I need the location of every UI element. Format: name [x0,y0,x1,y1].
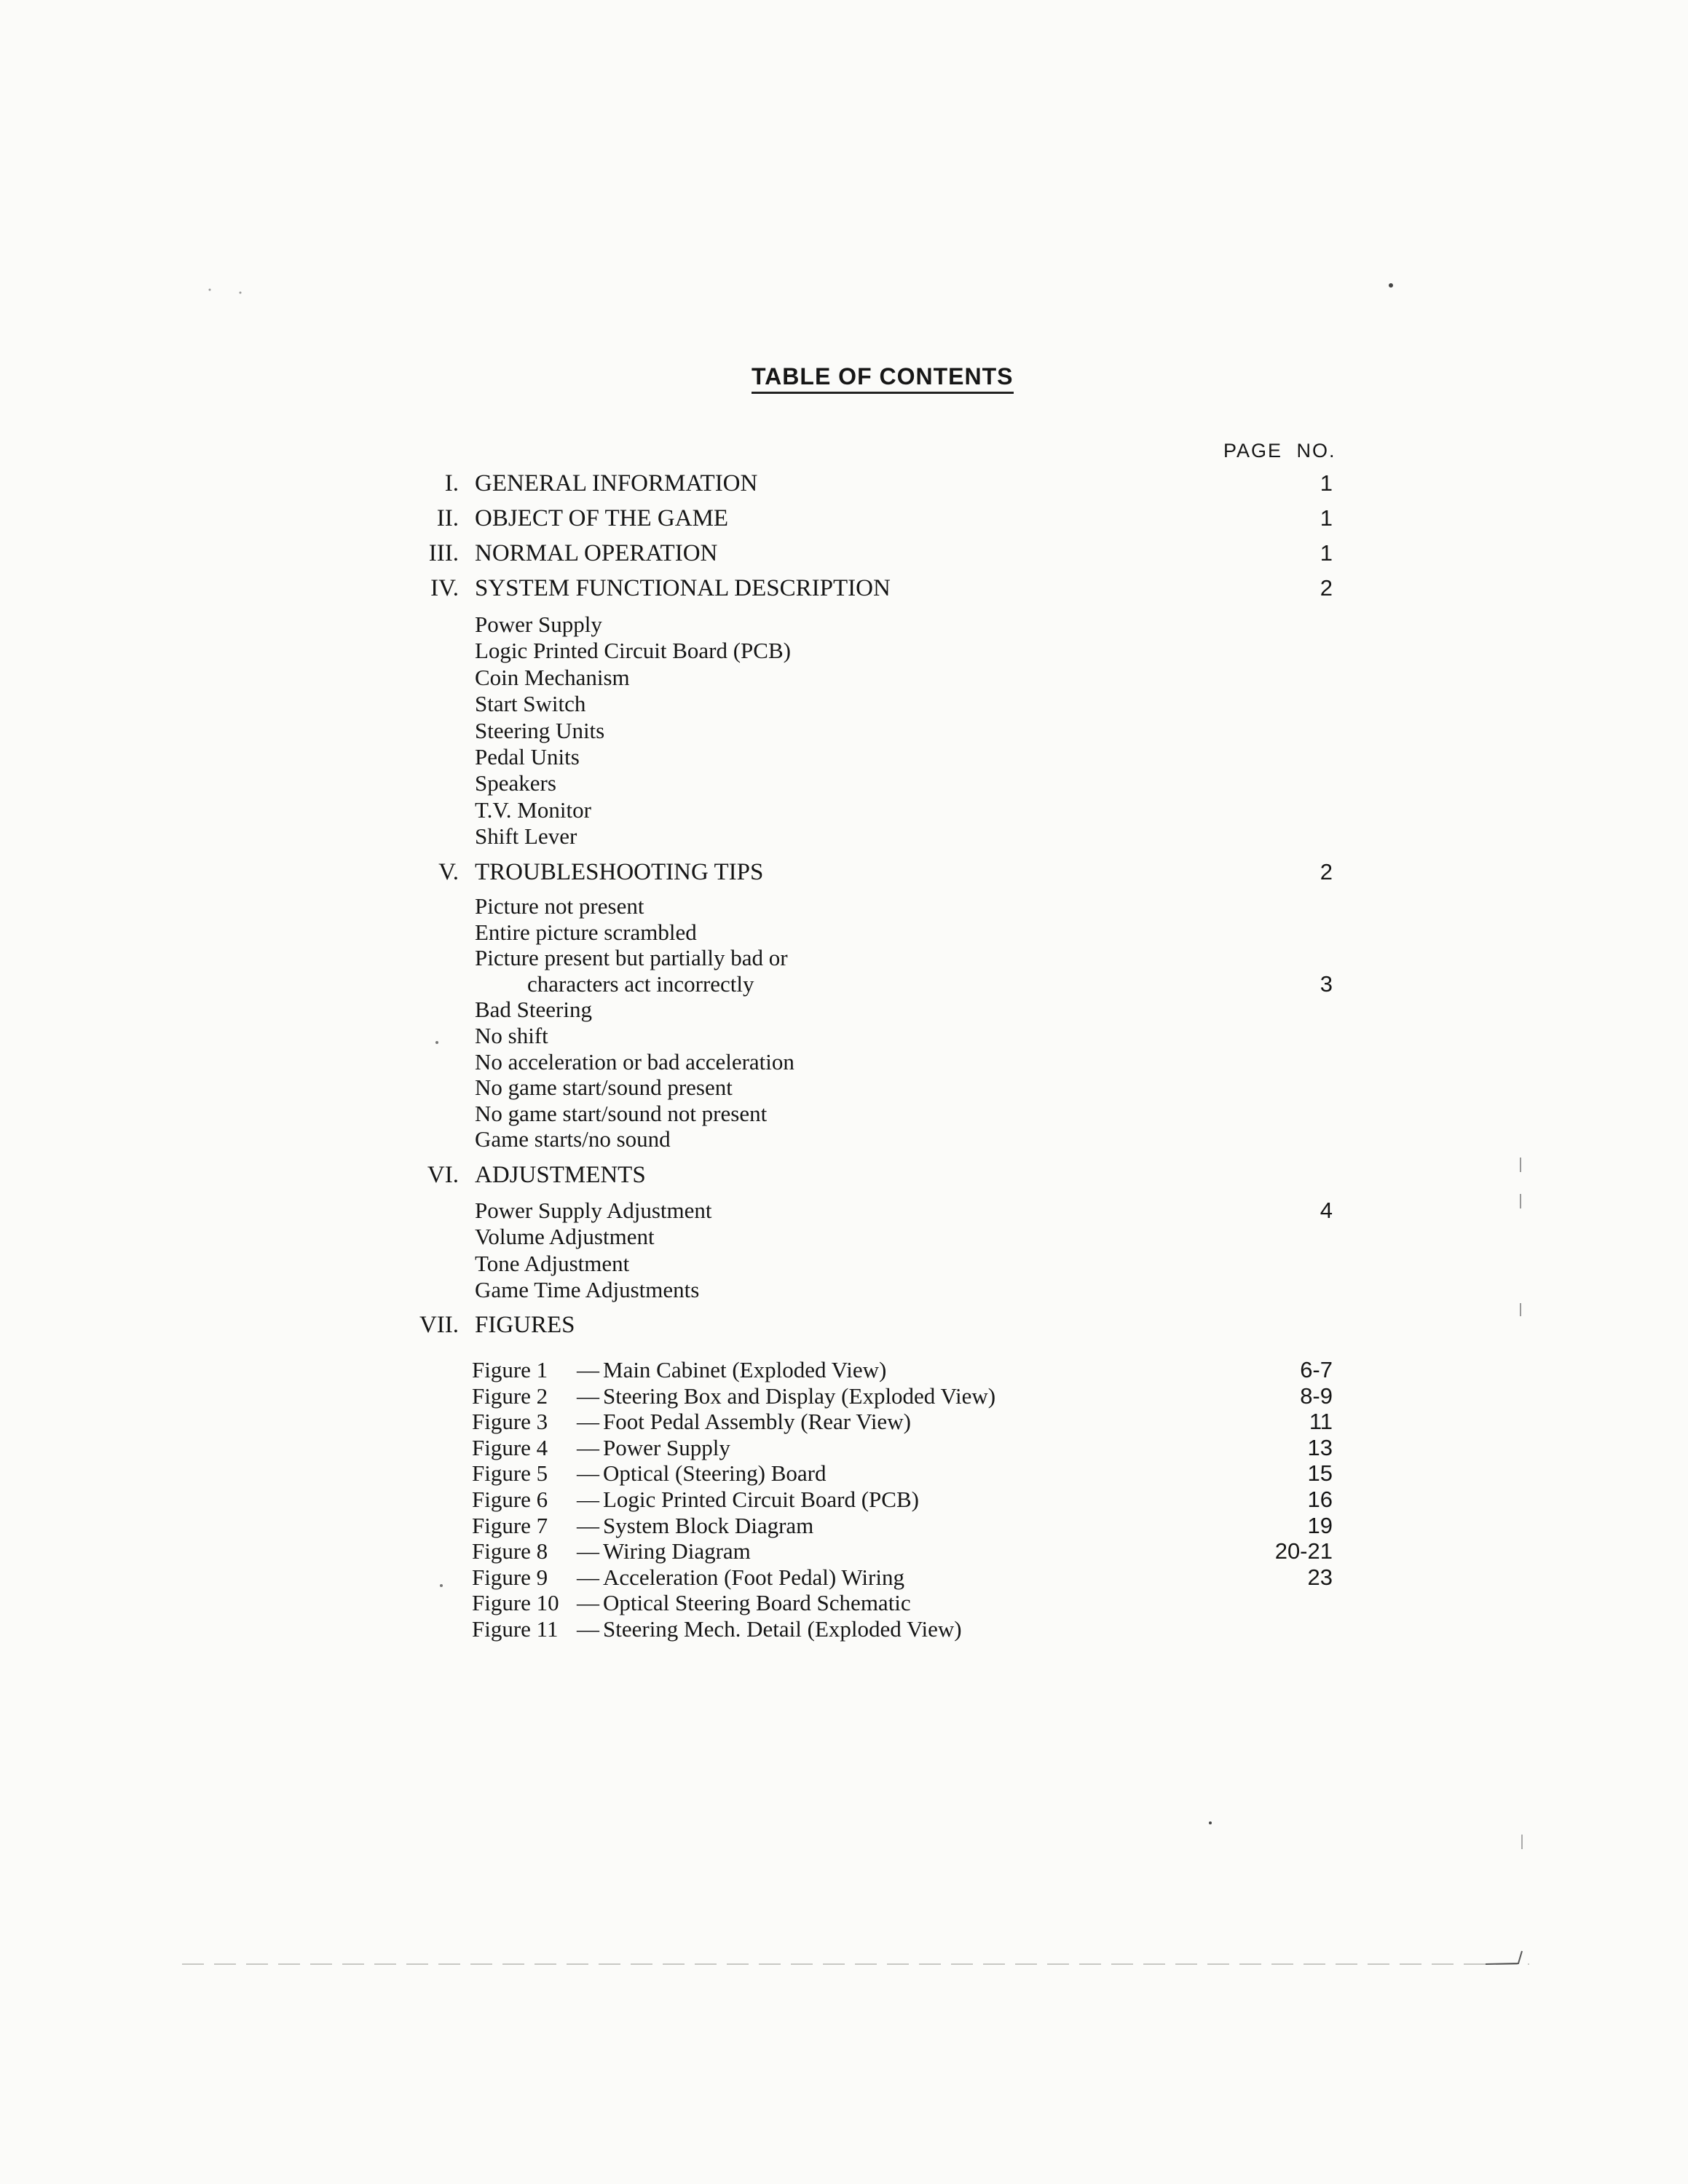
figure-page: 15 [1307,1460,1333,1486]
toc-entry: Game Time Adjustments [475,1277,700,1302]
section-page: 1 [1320,540,1333,566]
figure-dash: — [577,1564,599,1590]
figure-title: Steering Box and Display (Exploded View) [603,1383,996,1409]
section-title: FIGURES [475,1312,575,1338]
section-title: NORMAL OPERATION [475,540,718,566]
figure-page: 16 [1307,1487,1333,1512]
section-title: TROUBLESHOOTING TIPS [475,859,764,885]
figure-title: Optical Steering Board Schematic [603,1590,911,1615]
toc-entry: Start Switch [475,691,586,716]
figure-label: Figure 7 [472,1513,548,1538]
toc-entry: Speakers [475,770,556,796]
toc-entry: Picture not present [475,893,644,919]
figure-label: Figure 9 [472,1564,548,1590]
section-number: I. [444,470,459,496]
figure-title: Wiring Diagram [603,1538,751,1564]
figure-dash: — [577,1383,599,1409]
figure-page: 13 [1307,1435,1333,1460]
figure-title: Foot Pedal Assembly (Rear View) [603,1409,911,1434]
figure-dash: — [577,1435,599,1460]
entry-page: 4 [1320,1198,1333,1223]
figure-title: Steering Mech. Detail (Exploded View) [603,1616,962,1642]
entry-page: 3 [1320,971,1333,997]
figure-label: Figure 3 [472,1409,548,1434]
figure-dash: — [577,1357,599,1382]
figure-title: System Block Diagram [603,1513,814,1538]
section-number: II. [436,505,459,531]
toc-entry: Game starts/no sound [475,1126,671,1152]
section-number: V. [438,859,459,885]
section-page: 1 [1320,505,1333,531]
section-title: SYSTEM FUNCTIONAL DESCRIPTION [475,575,891,601]
page-title: TABLE OF CONTENTS [752,363,1014,394]
toc-entry: Tone Adjustment [475,1251,630,1276]
figure-title: Optical (Steering) Board [603,1460,827,1486]
section-page: 2 [1320,575,1333,601]
figure-title: Main Cabinet (Exploded View) [603,1357,887,1382]
toc-entry: Bad Steering [475,997,592,1022]
section-page: 1 [1320,470,1333,496]
figure-page: 23 [1307,1564,1333,1590]
figure-label: Figure 11 [472,1616,559,1642]
toc-entry: Power Supply [475,612,602,637]
section-title: GENERAL INFORMATION [475,470,758,496]
section-number: VI. [427,1162,459,1188]
toc-entry: Coin Mechanism [475,665,630,690]
figure-page: 8-9 [1300,1383,1333,1409]
figure-title: Logic Printed Circuit Board (PCB) [603,1487,919,1512]
toc-entry: No acceleration or bad acceleration [475,1049,794,1075]
figure-label: Figure 2 [472,1383,548,1409]
figure-dash: — [577,1487,599,1512]
figure-page: 11 [1309,1409,1333,1434]
figure-title: Acceleration (Foot Pedal) Wiring [603,1564,904,1590]
toc-entry: No shift [475,1023,548,1048]
figure-dash: — [577,1538,599,1564]
figure-label: Figure 10 [472,1590,559,1615]
toc-entry: characters act incorrectly [527,971,754,997]
toc-entry: T.V. Monitor [475,797,591,823]
figure-title: Power Supply [603,1435,730,1460]
toc-entry: No game start/sound present [475,1075,733,1100]
toc-entry: No game start/sound not present [475,1101,768,1126]
figure-page: 19 [1307,1513,1333,1538]
figure-dash: — [577,1460,599,1486]
toc-entry: Pedal Units [475,744,580,769]
toc-entry: Picture present but partially bad or [475,945,788,970]
figure-label: Figure 8 [472,1538,548,1564]
toc-entry: Logic Printed Circuit Board (PCB) [475,638,791,663]
figure-label: Figure 6 [472,1487,548,1512]
figure-dash: — [577,1616,599,1642]
toc-entry: Entire picture scrambled [475,919,697,945]
section-number: IV. [430,575,459,601]
figure-dash: — [577,1590,599,1615]
toc-entry: Shift Lever [475,823,577,849]
figure-page: 20-21 [1274,1538,1333,1564]
figure-dash: — [577,1409,599,1434]
toc-entry: Volume Adjustment [475,1224,655,1249]
toc-entry: Steering Units [475,718,605,743]
section-page: 2 [1320,859,1333,885]
section-number: VII. [419,1312,459,1338]
figure-label: Figure 1 [472,1357,548,1382]
figure-label: Figure 5 [472,1460,548,1486]
toc-entry: Power Supply Adjustment [475,1198,712,1223]
section-title: OBJECT OF THE GAME [475,505,729,531]
figure-label: Figure 4 [472,1435,548,1460]
section-title: ADJUSTMENTS [475,1162,646,1188]
figure-dash: — [577,1513,599,1538]
section-number: III. [428,540,459,566]
figure-page: 6-7 [1300,1357,1333,1382]
page-number-header: PAGE NO. [1223,440,1336,462]
